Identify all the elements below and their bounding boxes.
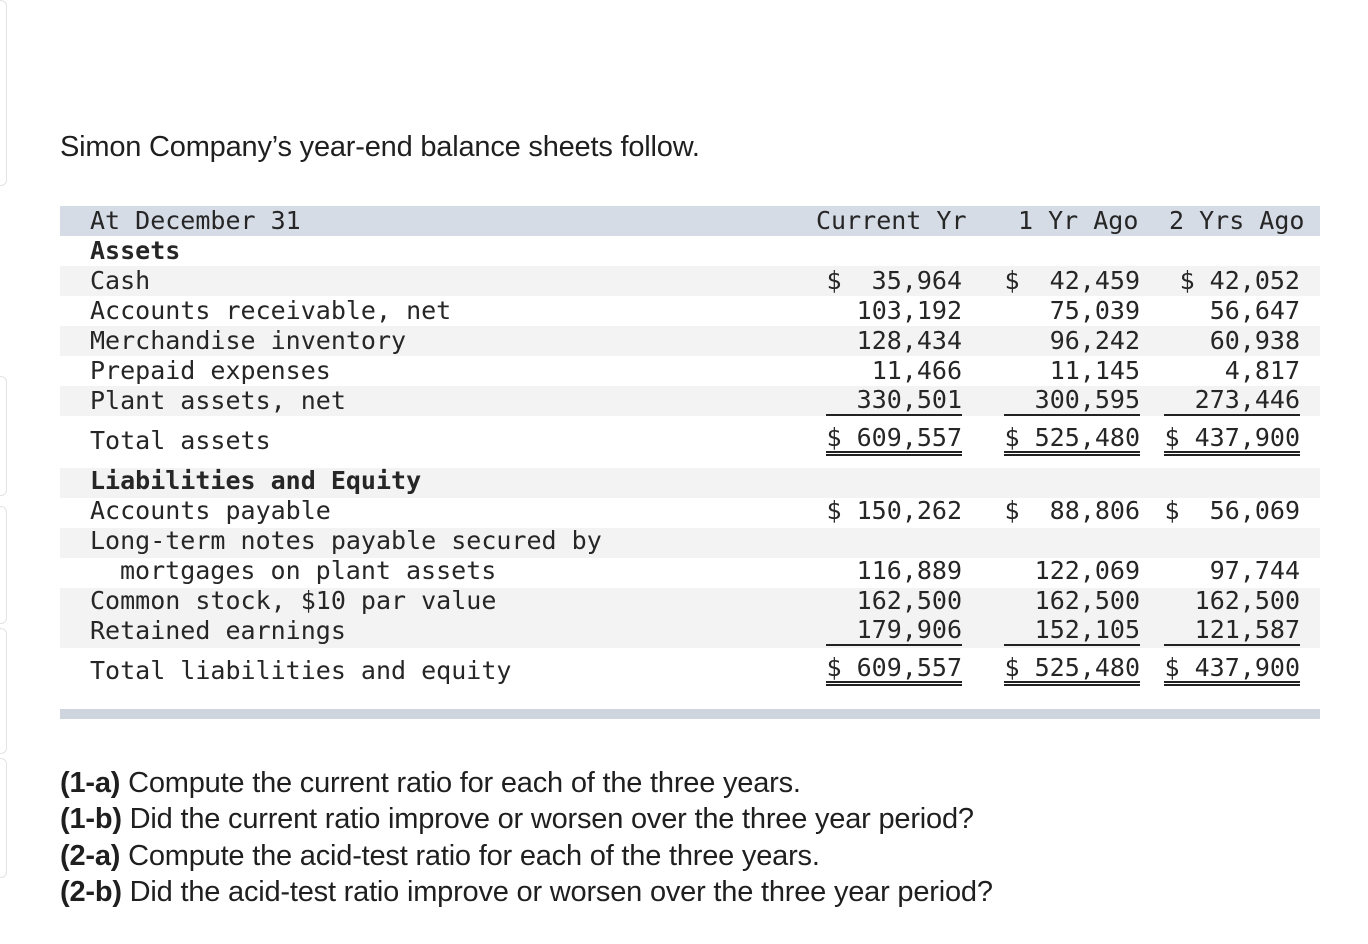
- question-text: Compute the current ratio for each of the three years.: [120, 767, 801, 799]
- side-tab-top: [0, 0, 7, 186]
- question-text: Did the current ratio improve or worsen over the three year period?: [121, 803, 974, 836]
- row-label-cash: Cash: [90, 266, 151, 295]
- common-stock-current-yr: 162,500: [856, 586, 962, 615]
- row-label-accounts-payable: Accounts payable: [90, 496, 331, 525]
- question-1a: [60, 765, 993, 801]
- row-label-plant-assets: Plant assets, net: [90, 386, 346, 415]
- total-liabilities-equity-2-yrs-ago: $ 437,900: [1164, 654, 1300, 686]
- side-tab-bottom: [0, 758, 7, 878]
- long-term-notes-1-yr-ago: 122,069: [1034, 556, 1140, 585]
- question-label: (2-b): [60, 875, 122, 908]
- row-label-long-term-notes: Long-term notes payable secured by: [90, 526, 602, 555]
- row-label-total-liabilities-equity: Total liabilities and equity: [90, 656, 512, 685]
- accounts-payable-2-yrs-ago: $ 56,069: [1164, 496, 1300, 525]
- row-label-prepaid-expenses: Prepaid expenses: [90, 356, 331, 385]
- total-assets-1-yr-ago: $ 525,480: [1004, 424, 1140, 456]
- plant-assets-2-yrs-ago: 273,446: [1164, 386, 1300, 416]
- row-label-total-assets: Total assets: [90, 426, 271, 455]
- retained-earnings-1-yr-ago: 152,105: [1004, 616, 1140, 646]
- question-1b: [60, 801, 993, 837]
- balance-sheet-table: [60, 206, 1320, 719]
- question-2a: [60, 838, 993, 874]
- row-label-common-stock: Common stock, $10 par value: [90, 586, 497, 615]
- assets-heading: Assets: [90, 236, 181, 265]
- accounts-receivable-1-yr-ago: 75,039: [1049, 296, 1140, 325]
- accounts-payable-1-yr-ago: $ 88,806: [1004, 496, 1140, 525]
- total-assets-2-yrs-ago: $ 437,900: [1164, 424, 1300, 456]
- common-stock-2-yrs-ago: 162,500: [1194, 586, 1300, 615]
- table-bottom-bar: [60, 709, 1320, 719]
- column-header-current-yr: Current Yr: [816, 206, 967, 235]
- plant-assets-current-yr: 330,501: [826, 386, 962, 416]
- row-label-merchandise-inventory: Merchandise inventory: [90, 326, 407, 355]
- cash-1-yr-ago: $ 42,459: [1004, 266, 1140, 295]
- common-stock-1-yr-ago: 162,500: [1034, 586, 1140, 615]
- long-term-notes-2-yrs-ago: 97,744: [1209, 556, 1300, 585]
- total-liabilities-equity-1-yr-ago: $ 525,480: [1004, 654, 1140, 686]
- accounts-receivable-2-yrs-ago: 56,647: [1209, 296, 1300, 325]
- plant-assets-1-yr-ago: 300,595: [1004, 386, 1140, 416]
- question-label: (1-a): [60, 767, 121, 799]
- intro-text: Simon Company’s year-end balance sheets follow.: [60, 131, 700, 163]
- liabilities-heading: Liabilities and Equity: [90, 466, 422, 495]
- prepaid-expenses-2-yrs-ago: 4,817: [1224, 356, 1300, 385]
- total-assets-current-yr: $ 609,557: [826, 424, 962, 456]
- merchandise-inventory-2-yrs-ago: 60,938: [1209, 326, 1300, 355]
- row-label-long-term-notes-continued: mortgages on plant assets: [120, 556, 497, 585]
- header-label: At December 31: [90, 206, 301, 235]
- question-2b: [60, 874, 993, 910]
- side-tab-mid-2: [0, 506, 7, 624]
- cash-current-yr: $ 35,964: [826, 266, 962, 295]
- prepaid-expenses-1-yr-ago: 11,145: [1049, 356, 1140, 385]
- question-text: Did the acid-test ratio improve or worsen over the three year period?: [121, 875, 993, 908]
- cash-2-yrs-ago: $ 42,052: [1179, 266, 1300, 295]
- column-header-2-yrs-ago: 2 Yrs Ago: [1169, 206, 1305, 235]
- accounts-receivable-current-yr: 103,192: [856, 296, 962, 325]
- total-liabilities-equity-current-yr: $ 609,557: [826, 654, 962, 686]
- side-tab-mid-1: [0, 376, 7, 496]
- column-header-1-yr-ago: 1 Yr Ago: [1018, 206, 1139, 235]
- long-term-notes-current-yr: 116,889: [856, 556, 962, 585]
- merchandise-inventory-current-yr: 128,434: [856, 326, 962, 355]
- question-label: (1-b): [60, 803, 122, 836]
- accounts-payable-current-yr: $ 150,262: [826, 496, 962, 525]
- questions-list: [60, 765, 993, 910]
- merchandise-inventory-1-yr-ago: 96,242: [1049, 326, 1140, 355]
- row-label-accounts-receivable: Accounts receivable, net: [90, 296, 452, 325]
- question-text: Compute the acid-test ratio for each of the three years.: [120, 839, 820, 872]
- side-tab-mid-3: [0, 628, 7, 754]
- retained-earnings-current-yr: 179,906: [826, 616, 962, 646]
- row-label-retained-earnings: Retained earnings: [90, 616, 346, 645]
- retained-earnings-2-yrs-ago: 121,587: [1164, 616, 1300, 646]
- prepaid-expenses-current-yr: 11,466: [871, 356, 962, 385]
- question-label: (2-a): [60, 839, 121, 872]
